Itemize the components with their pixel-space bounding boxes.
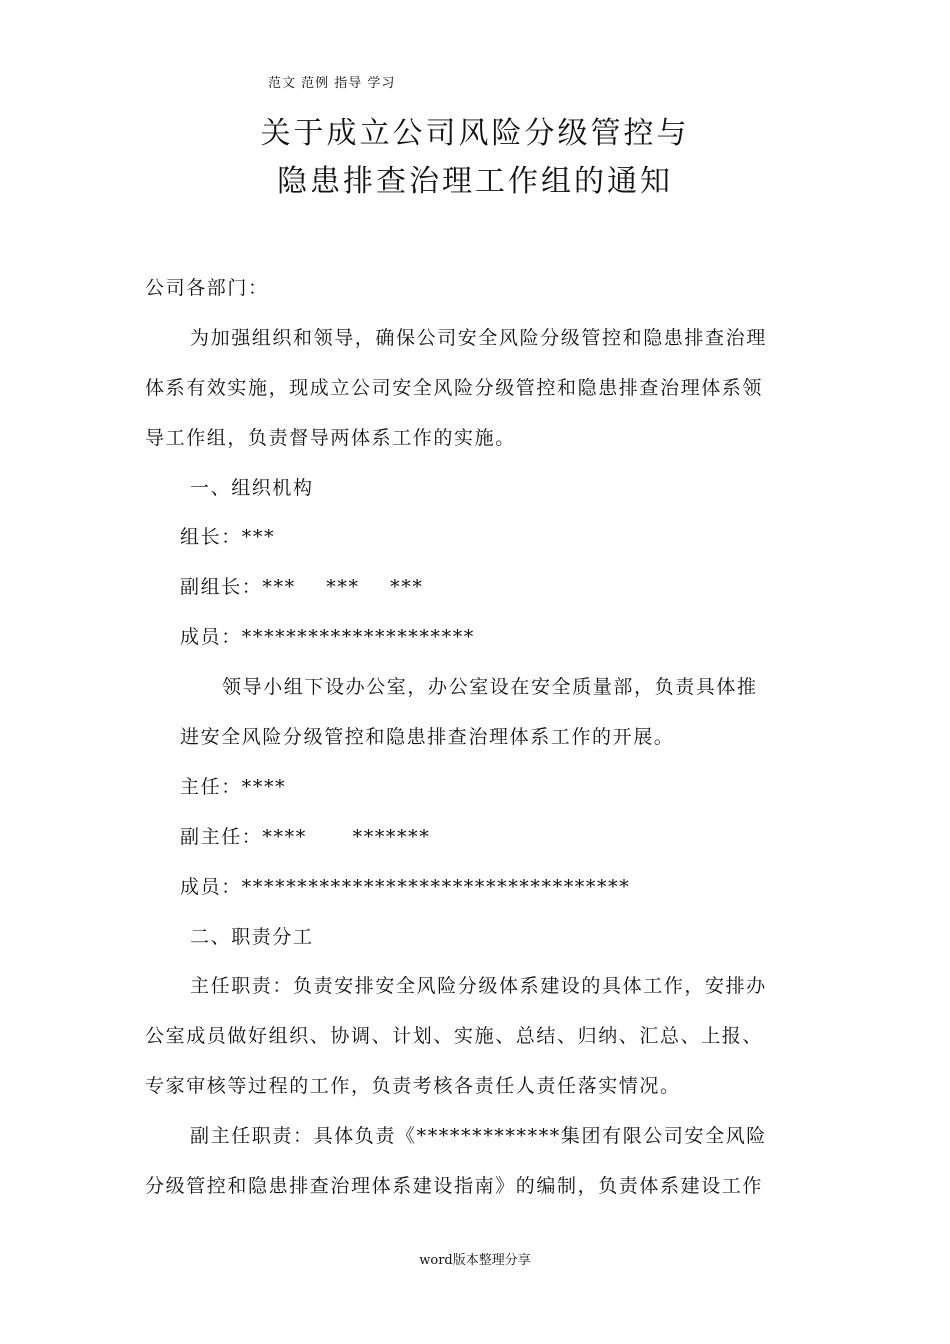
section-heading-duties: 二、职责分工 — [190, 926, 314, 948]
intro-line-2: 体系有效实施，现成立公司安全风险分级管控和隐患排查治理体系领 — [145, 377, 764, 399]
office-members: 成员：*********************************** — [180, 876, 631, 898]
footer-note: word版本整理分享 — [419, 1253, 531, 1268]
document-title-line-2: 隐患排查治理工作组的通知 — [277, 164, 673, 199]
intro-line-3: 导工作组，负责督导两体系工作的实施。 — [145, 427, 516, 449]
director-duties-line-1: 主任职责：负责安排安全风险分级体系建设的具体工作，安排办 — [190, 975, 767, 997]
director-duties-line-3: 专家审核等过程的工作，负责考核各责任人责任落实情况。 — [145, 1075, 681, 1097]
header-note: 范文 范例 指导 学习 — [268, 76, 396, 91]
group-members: 成员：********************* — [180, 626, 475, 648]
director-duties-line-2: 公室成员做好组织、协调、计划、实施、总结、归纳、汇总、上报、 — [145, 1025, 764, 1047]
deputy-duties-line-2: 分级管控和隐患排查治理体系建设指南》的编制，负责体系建设工作 — [145, 1175, 764, 1197]
section-heading-organization: 一、组织机构 — [190, 477, 314, 499]
group-leader: 组长：*** — [180, 526, 276, 548]
deputy-group-leaders: 副组长：*** *** *** — [180, 576, 424, 598]
deputy-duties-line-1: 副主任职责：具体负责《*************集团有限公司安全风险 — [190, 1125, 767, 1147]
intro-line-1: 为加强组织和领导，确保公司安全风险分级管控和隐患排查治理 — [190, 327, 767, 349]
office-description-line-2: 进安全风险分级管控和隐患排查治理体系工作的开展。 — [180, 726, 675, 748]
office-description-line-1: 领导小组下设办公室，办公室设在安全质量部，负责具体推 — [222, 676, 758, 698]
office-deputy-directors: 副主任：**** ******* — [180, 826, 431, 848]
office-director: 主任：**** — [180, 776, 287, 798]
salutation: 公司各部门： — [145, 277, 269, 299]
document-title-line-1: 关于成立公司风险分级管控与 — [260, 116, 690, 151]
